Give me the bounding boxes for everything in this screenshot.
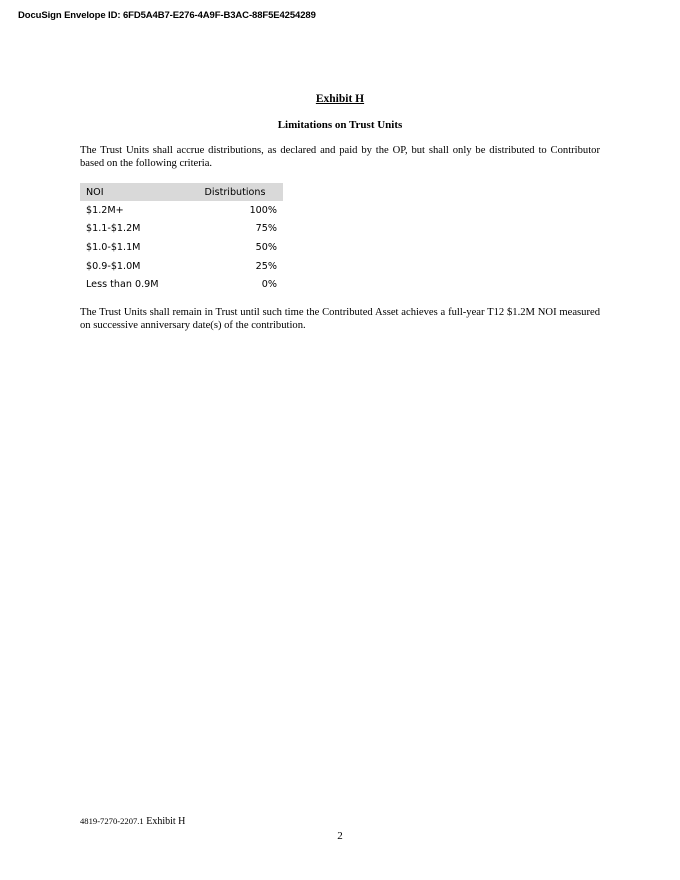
table-cell-noi: $1.1-$1.2M [86,223,141,235]
table-row [80,257,283,276]
table-header-noi: NOI [80,183,175,201]
table-cell-distribution: 75% [255,223,277,235]
exhibit-title: Exhibit H [315,93,365,105]
closing-paragraph: The Trust Units shall remain in Trust until such time the Contributed Asset achieves a full-year T12 $1.2M NOI measured on successive anniversary date(s) of the contribution. [80,307,600,331]
footer-doc-number: 4819-7270-2207.1 [80,816,144,826]
table-row [80,275,283,294]
table-row [80,238,283,257]
table-cell-noi: $1.2M+ [86,204,124,216]
page-number: 2 [337,830,343,842]
table-cell-noi: $1.0-$1.1M [86,241,141,253]
intro-paragraph: The Trust Units shall accrue distributions, as declared and paid by the OP, but shall only be distributed to Contributor based on the following criteria. [80,145,600,169]
footer-document-id [80,816,185,827]
footer-doc-label: Exhibit H [146,816,186,827]
table-cell-distribution: 25% [255,260,277,272]
table-cell-distribution: 0% [261,279,277,291]
docusign-envelope-id: DocuSign Envelope ID: 6FD5A4B7-E276-4A9F-B3AC-88F5E4254289 [18,10,316,21]
table-header-distributions: Distributions [175,183,283,201]
table-cell-distribution: 100% [249,204,277,216]
distribution-table [80,183,283,294]
table-header-row [80,183,283,201]
table-row [80,220,283,239]
table-row [80,201,283,220]
table-cell-noi: $0.9-$1.0M [86,260,141,272]
section-title: Limitations on Trust Units [277,119,403,131]
table-cell-noi: Less than 0.9M [86,279,159,291]
table-cell-distribution: 50% [255,241,277,253]
